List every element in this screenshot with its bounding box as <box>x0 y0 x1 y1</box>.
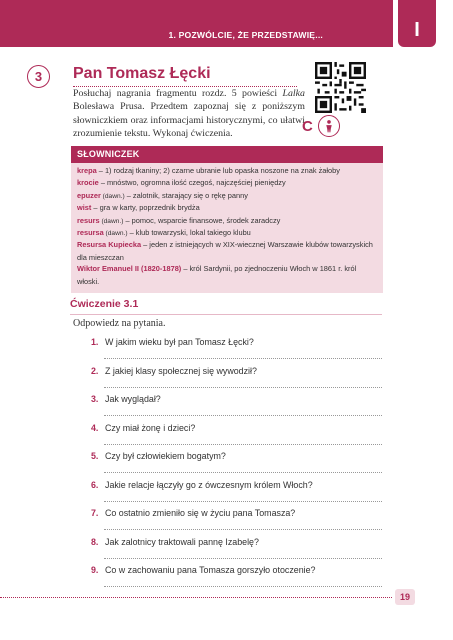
section-intro: Posłuchaj nagrania fragmentu rozdz. 5 powieści Lalka Bolesława Prusa. Przedtem zapoznaj się z poniższym słowniczkiem oraz informacjami historycznymi, co ułatwi zrozumienie tekstu. Wykonaj ćwiczenia. <box>73 88 305 140</box>
glossary-entry <box>77 202 377 214</box>
question-item <box>91 561 384 590</box>
glossary-definition: – król Sardynii, po zjednoczeniu Włoch w 1861 r. król włoski. <box>77 264 357 286</box>
section-title: Pan Tomasz Łęcki <box>73 65 211 82</box>
glossary-term: epuzer <box>77 190 101 200</box>
question-item <box>91 447 384 476</box>
question-number: 1. <box>91 337 99 347</box>
question-text: W jakim wieku był pan Tomasz Łęcki? <box>105 337 254 347</box>
question-item <box>91 504 384 533</box>
qr-code-icon[interactable] <box>315 62 366 113</box>
glossary-entry <box>77 165 377 177</box>
question-number: 3. <box>91 394 99 404</box>
glossary-entry <box>77 263 377 287</box>
question-text: Z jakiej klasy społecznej się wywodził? <box>105 365 257 376</box>
footer-divider <box>0 597 392 598</box>
answer-line[interactable] <box>104 444 382 445</box>
answer-line[interactable] <box>104 586 382 587</box>
glossary-term: resursa <box>77 228 104 238</box>
question-text: Co ostatnio zmieniło się w życiu pana Tomasza? <box>105 508 296 518</box>
glossary-definition: – klub towarzyski, lokal takiego klubu <box>127 228 251 238</box>
question-list <box>91 333 384 590</box>
glossary-term: resurs <box>77 215 100 225</box>
question-number: 8. <box>91 536 99 547</box>
question-item <box>91 362 384 391</box>
answer-line[interactable] <box>104 558 382 559</box>
glossary-definition: – 1) rodzaj tkaniny; 2) czarne ubranie lub opaska noszone na znak żałoby <box>96 166 340 175</box>
glossary-entry <box>77 177 377 189</box>
answer-line[interactable] <box>104 358 382 359</box>
glossary-term: Resursa Kupiecka <box>77 240 142 250</box>
glossary-entry <box>77 239 377 263</box>
glossary-box <box>71 146 383 293</box>
question-text: Jakie relacje łączyły go z ówczesnym królem Włoch? <box>105 479 313 490</box>
glossary-entry <box>77 190 377 202</box>
level-badge: C <box>302 118 313 135</box>
glossary-heading: SŁOWNICZEK <box>71 146 383 163</box>
question-number: 6. <box>91 479 99 490</box>
answer-line[interactable] <box>104 387 382 388</box>
glossary-term: Wiktor Emanuel II (1820-1878) <box>77 264 182 274</box>
exercise-divider <box>70 314 382 315</box>
person-icon <box>318 115 340 137</box>
answer-line[interactable] <box>104 501 382 502</box>
page-number: 19 <box>395 589 415 605</box>
answer-line[interactable] <box>104 415 382 416</box>
glossary-term: wist <box>77 203 92 213</box>
question-number: 5. <box>91 451 99 461</box>
glossary-entry <box>77 215 377 227</box>
glossary-definition: – pomoc, wsparcie finansowe, środek zaradczy <box>123 215 281 225</box>
question-text: Czy był człowiekiem bogatym? <box>105 451 226 461</box>
answer-line[interactable] <box>104 472 382 473</box>
glossary-note: (dawn.) <box>100 192 125 200</box>
glossary-entry <box>77 227 377 239</box>
question-text: Czy miał żonę i dzieci? <box>105 422 196 433</box>
question-item <box>91 390 384 419</box>
chapter-running-title: 1. POZWÓLCIE, ŻE PRZEDSTAWIĘ... <box>168 30 323 40</box>
glossary-term: krepa <box>77 166 97 175</box>
chapter-tab: I <box>398 0 436 47</box>
question-item <box>91 533 384 562</box>
question-text: Jak zalotnicy traktowali pannę Izabelę? <box>105 536 259 547</box>
glossary-definition: – gra w karty, poprzednik brydża <box>91 203 200 213</box>
question-item <box>91 419 384 448</box>
glossary-note: (dawn.) <box>103 230 128 238</box>
exercise-instruction: Odpowiedz na pytania. <box>73 318 166 329</box>
header-bar <box>0 0 393 47</box>
section-number: 3 <box>27 65 50 88</box>
glossary-term: krocie <box>77 178 99 188</box>
question-number: 2. <box>91 365 99 376</box>
glossary-list <box>71 163 383 287</box>
question-number: 4. <box>91 422 99 433</box>
glossary-definition: – zalotnik, starający się o rękę panny <box>124 190 248 200</box>
question-item <box>91 476 384 505</box>
glossary-definition: – mnóstwo, ogromna ilość czegoś, najczęściej pieniędzy <box>98 178 286 188</box>
exercise-title: Ćwiczenie 3.1 <box>70 298 139 310</box>
glossary-definition: – jeden z istniejących w XIX-wiecznej Warszawie klubów towarzyskich dla mieszczan <box>77 240 373 262</box>
question-text: Jak wyglądał? <box>105 394 161 404</box>
question-text: Co w zachowaniu pana Tomasza gorszyło otoczenie? <box>105 565 316 575</box>
question-item <box>91 333 384 362</box>
question-number: 9. <box>91 565 99 575</box>
question-number: 7. <box>91 508 99 518</box>
answer-line[interactable] <box>104 529 382 530</box>
glossary-note: (dawn.) <box>99 217 124 225</box>
